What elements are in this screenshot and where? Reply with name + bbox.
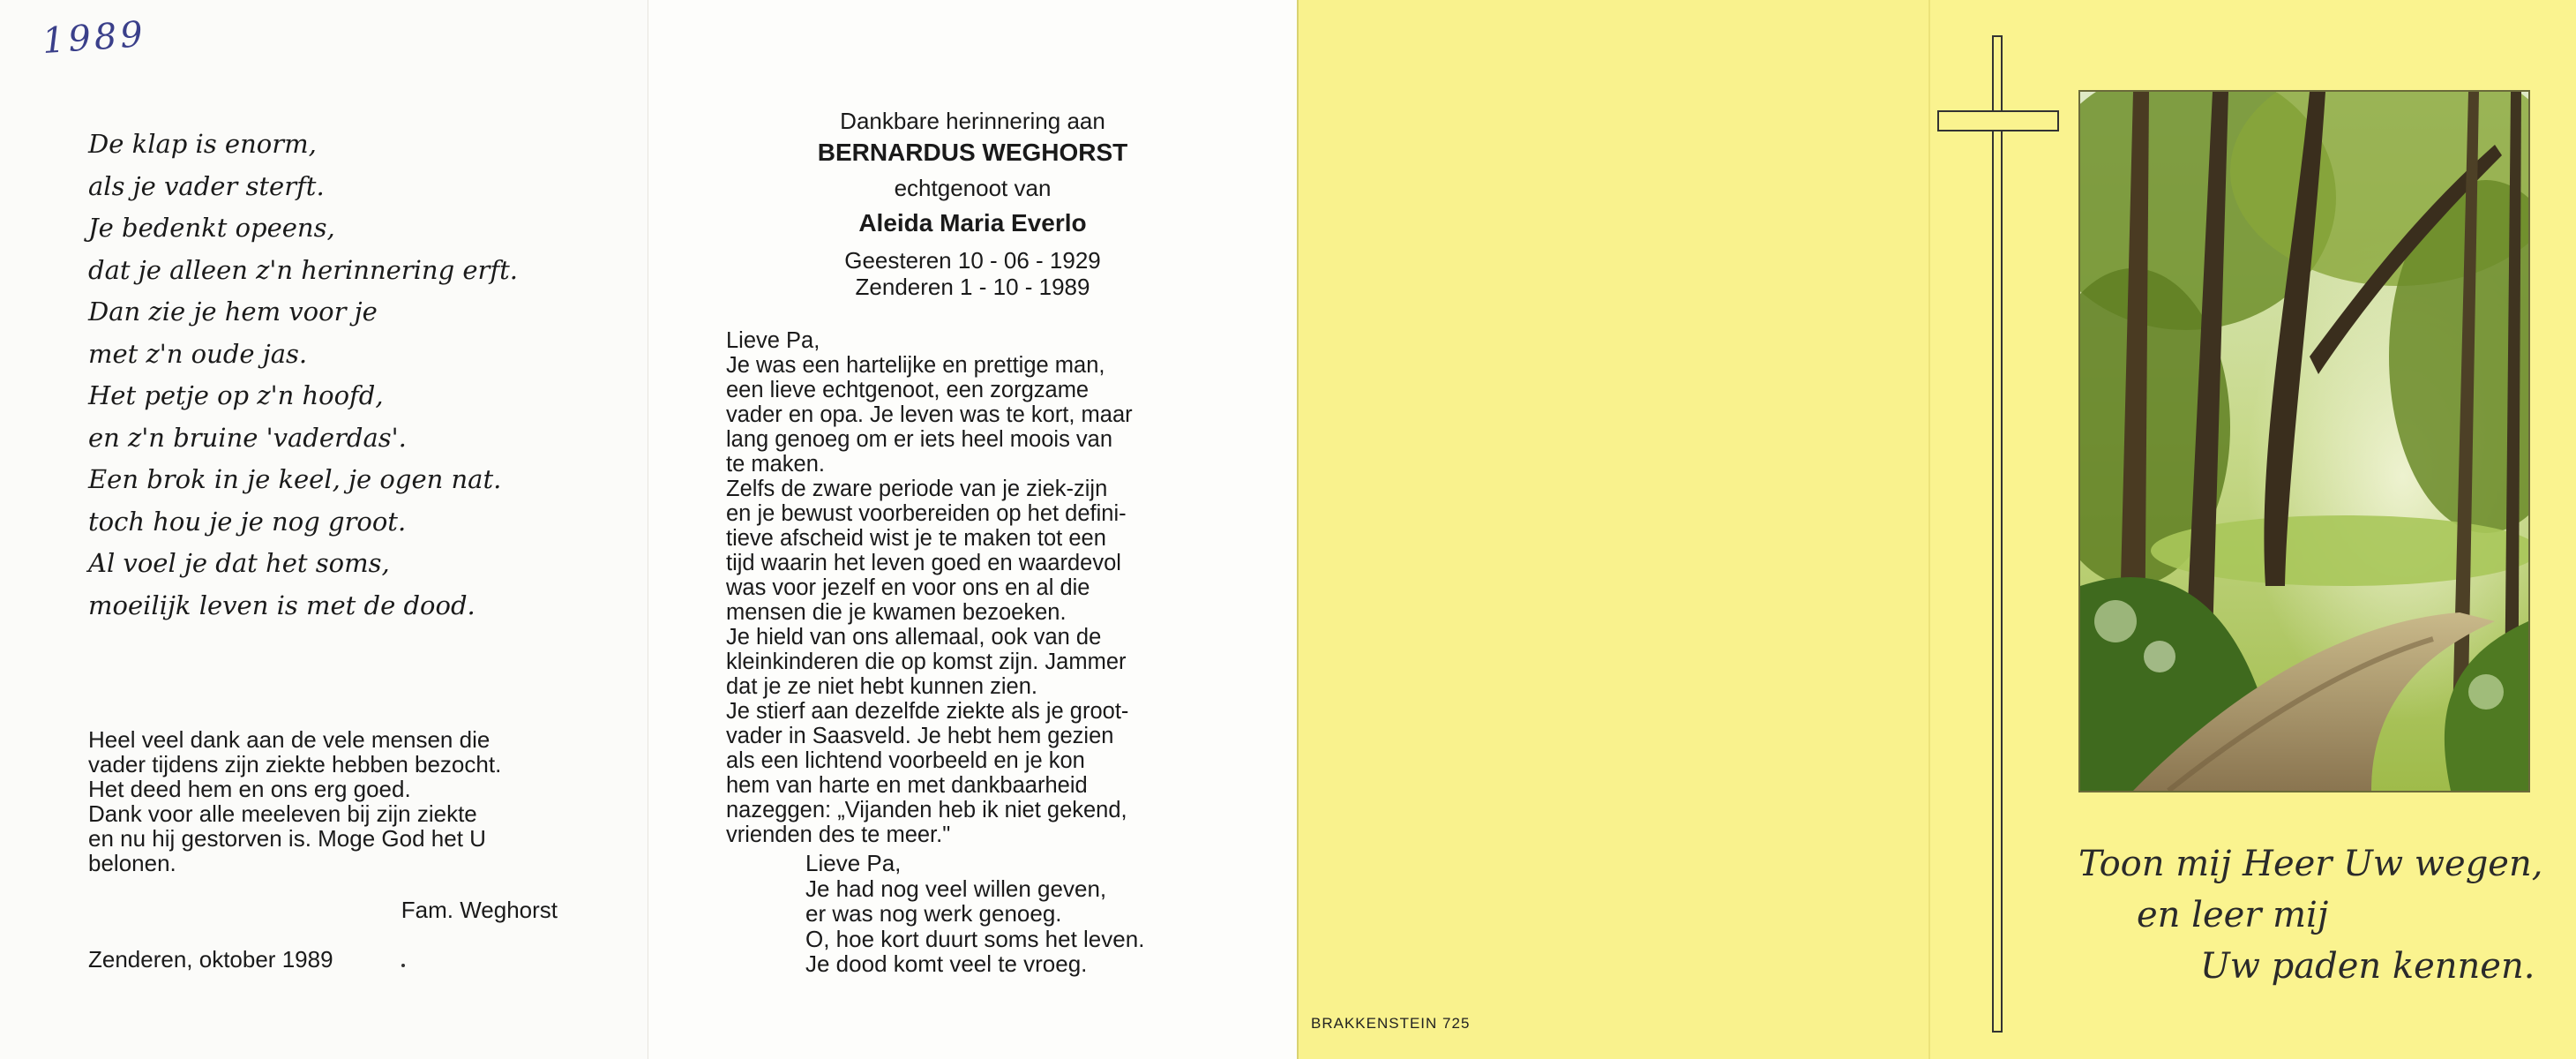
back-cover: [1297, 0, 1928, 1059]
letter-line: Je stierf aan dezelfde ziekte als je groot-: [726, 699, 1129, 724]
letter-line: vader en opa. Je leven was te kort, maar: [726, 402, 1133, 427]
deceased-name: BERNARDUS WEGHORST: [817, 139, 1128, 166]
cross-joint: [1994, 112, 2001, 130]
letter-line: Je was een hartelijke en prettige man,: [726, 353, 1105, 378]
poem-line: toch hou je je nog groot.: [88, 506, 407, 537]
poem-line: Het petje op z'n hoofd,: [88, 380, 384, 410]
letter-line: een lieve echtgenoot, een zorgzame: [726, 378, 1090, 402]
birth-date: Geesteren 10 - 06 - 1929: [844, 247, 1101, 274]
verse-line: O, hoe kort duurt soms het leven.: [805, 925, 1145, 952]
poem-panel: [0, 0, 648, 1059]
poem-line: Al voel je dat het soms,: [88, 548, 390, 578]
ink-dot: [401, 964, 405, 967]
place-date: Zenderen, oktober 1989: [88, 946, 333, 973]
letter-line: was voor jezelf en voor ons en al die: [726, 575, 1090, 600]
letter-line: Je hield van ons allemaal, ook van de: [726, 625, 1102, 650]
verse-line: Je dood komt veel te vroeg.: [805, 950, 1088, 977]
partner-name: Aleida Maria Everlo: [858, 209, 1087, 237]
memorial-panel: [648, 0, 1297, 1059]
poem: [88, 124, 518, 627]
thanks-line: belonen.: [88, 850, 176, 876]
closing-verse: [805, 851, 1144, 977]
poem-line: Je bedenkt opeens,: [88, 213, 335, 243]
thanks-line: en nu hij gestorven is. Moge God het U: [88, 825, 486, 852]
letter-line: tijd waarin het leven goed en waardevol: [726, 551, 1121, 575]
front-cover: [1928, 0, 2576, 1059]
verse-line: Lieve Pa,: [805, 850, 902, 876]
letter-line: als een lichtend voorbeeld en je kon: [726, 748, 1085, 773]
poem-line: dat je alleen z'n herinnering erft.: [88, 254, 519, 285]
letter-line: nazeggen: „Vijanden heb ik niet gekend,: [726, 798, 1127, 822]
letter-line: dat je ze niet hebt kunnen zien.: [726, 674, 1038, 699]
memorial-header: [648, 108, 1297, 300]
letter-line: Lieve Pa,: [726, 328, 820, 353]
handwritten-year: 1989: [41, 13, 148, 63]
thanks-paragraph: [88, 727, 565, 875]
letter-line: te maken.: [726, 452, 825, 477]
letter-line: tieve afscheid wist je te maken tot een: [726, 526, 1106, 551]
letter-line: vader in Saasveld. Je hebt hem gezien: [726, 724, 1114, 748]
death-date: Zenderen 1 - 10 - 1989: [855, 274, 1090, 300]
letter-line: mensen die je kwamen bezoeken.: [726, 600, 1067, 625]
poem-line: moeilijk leven is met de dood.: [88, 590, 476, 620]
relation-text: echtgenoot van: [894, 175, 1052, 201]
motto-line: Toon mij Heer Uw wegen,: [2078, 844, 2543, 884]
thanks-line: vader tijdens zijn ziekte hebben bezocht.: [88, 751, 502, 777]
thanks-line: Heel veel dank aan de vele mensen die: [88, 726, 490, 753]
motto-line: Uw paden kennen.: [2200, 946, 2535, 987]
family-signature: Fam. Weghorst: [401, 897, 558, 923]
publisher-imprint: BRAKKENSTEIN 725: [1311, 1015, 1471, 1032]
memorial-intro: Dankbare herinnering aan: [840, 108, 1105, 134]
poem-line: met z'n oude jas.: [88, 338, 308, 369]
letter-line: en je bewust voorbereiden op het defini-: [726, 501, 1127, 526]
cross-icon: [1992, 35, 2003, 1033]
letter-line: kleinkinderen die op komst zijn. Jammer: [726, 650, 1127, 674]
letter-line: hem van harte en met dankbaarheid: [726, 773, 1088, 798]
verse-line: er was nog werk genoeg.: [805, 900, 1062, 927]
poem-line: als je vader sterft.: [88, 170, 325, 201]
thanks-line: Dank voor alle meeleven bij zijn ziekte: [88, 800, 477, 827]
verse-line: Je had nog veel willen geven,: [805, 875, 1107, 902]
motto-line: en leer mij: [2137, 895, 2329, 935]
letter-line: vrienden des te meer.": [726, 822, 951, 847]
poem-line: Een brok in je keel, je ogen nat.: [88, 464, 502, 494]
letter-to-father: [726, 328, 1224, 847]
poem-line: en z'n bruine 'vaderdas'.: [88, 422, 407, 453]
thanks-line: Het deed hem en ons erg goed.: [88, 776, 411, 802]
poem-line: De klap is enorm,: [88, 129, 317, 159]
letter-line: Zelfs de zware periode van je ziek-zijn: [726, 477, 1108, 501]
letter-line: lang genoeg om er iets heel moois van: [726, 427, 1113, 452]
forest-path-photo: [2080, 92, 2528, 791]
poem-line: Dan zie je hem voor je: [88, 297, 378, 327]
